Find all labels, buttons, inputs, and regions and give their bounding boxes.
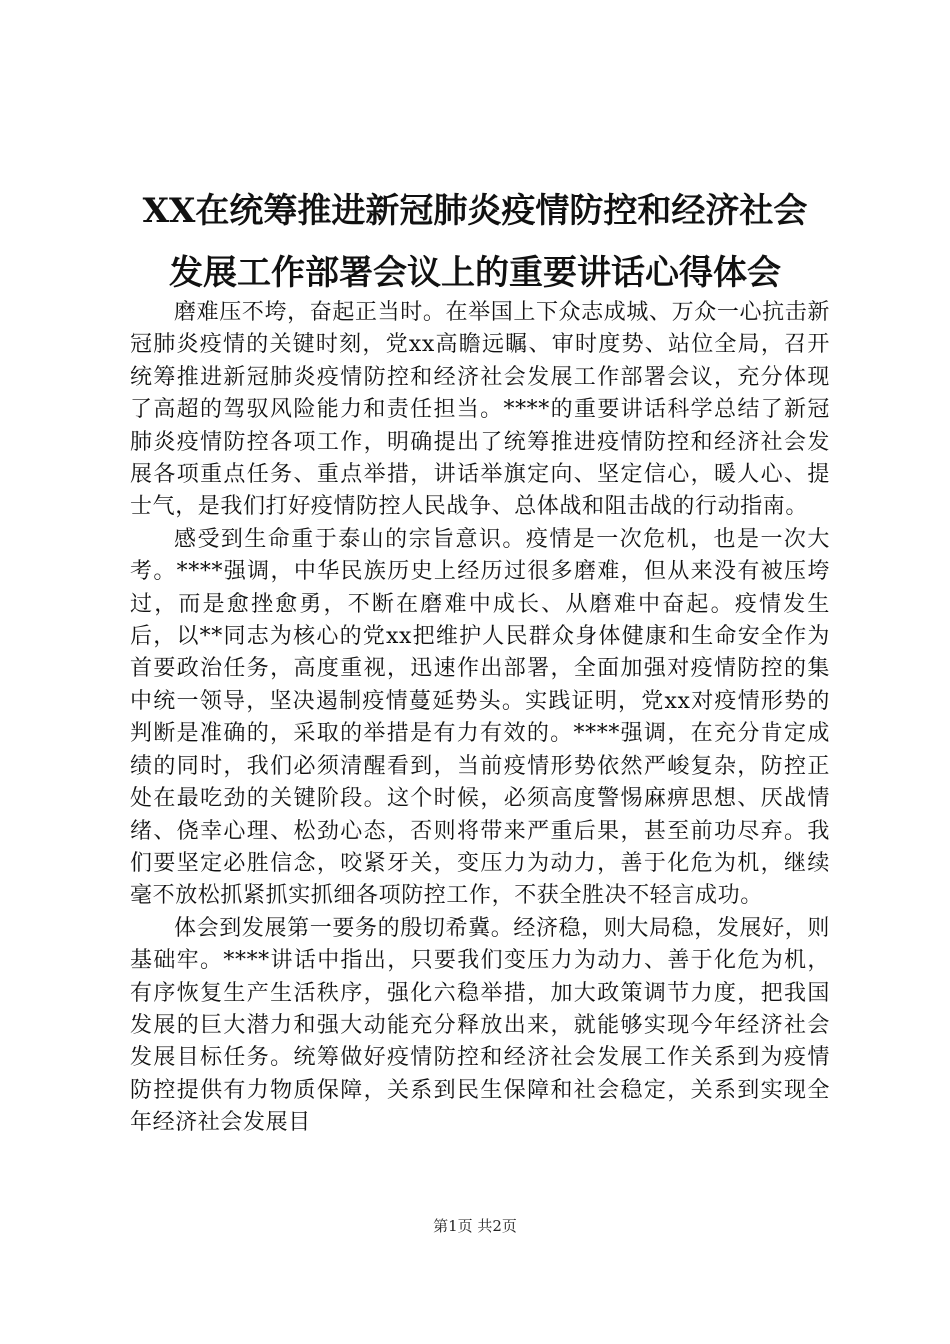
paragraph-development: 体会到发展第一要务的殷切希冀。经济稳，则大局稳，发展好，则基础牢。****讲话中指出，只要我们变压力为动力、善于化危为机，有序恢复生产生活秩序，强化六稳举措，加大政策调节力度，把我国发展的巨大潜力和强大动能充分释放出来，就能够实现今年经济社会发展目标任务。统筹做好疫情防控和经济社会发展工作关系到为疫情防控提供有力物质保障，关系到民生保障和社会稳定，关系到实现全年经济社会发展目 — [130, 915, 830, 1136]
page-number-footer: 第1页 共2页 — [433, 1217, 517, 1235]
paragraph-intro: 磨难压不垮，奋起正当时。在举国上下众志成城、万众一心抗击新冠肺炎疫情的关键时刻，党xx高瞻远瞩、审时度势、站位全局，召开统筹推进新冠肺炎疫情防控和经济社会发展工作部署会议，充分体现了高超的驾驭风险能力和责任担当。****的重要讲话科学总结了新冠肺炎疫情防控各项工作，明确提出了统筹推进疫情防控和经济社会发展各项重点任务、重点举措，讲话举旗定向、坚定信心，暖人心、提士气，是我们打好疫情防控人民战争、总体战和阻击战的行动指南。 — [130, 300, 830, 520]
document-body — [130, 297, 830, 1140]
paragraph-life-first: 感受到生命重于泰山的宗旨意识。疫情是一次危机，也是一次大考。****强调，中华民族历史上经历过很多磨难，但从来没有被压垮过，而是愈挫愈勇，不断在磨难中成长、从磨难中奋起。疫情发生后，以**同志为核心的党xx把维护人民群众身体健康和生命安全作为首要政治任务，高度重视，迅速作出部署，全面加强对疫情防控的集中统一领导，坚决遏制疫情蔓延势头。实践证明，党xx对疫情形势的判断是准确的，采取的举措是有力有效的。****强调，在充分肯定成绩的同时，我们必须清醒看到，当前疫情形势依然严峻复杂，防控正处在最吃劲的关键阶段。这个时候，必须高度警惕麻痹思想、厌战情绪、侥幸心理、松劲心态，否则将带来严重后果，甚至前功尽弃。我们要坚定必胜信念，咬紧牙关，变压力为动力，善于化危为机，继续毫不放松抓紧抓实抓细各项防控工作，不获全胜决不轻言成功。 — [130, 526, 830, 909]
document-title — [120, 180, 830, 304]
title-line-1: XX在统筹推进新冠肺炎疫情防控和经济社会 — [142, 191, 808, 231]
title-line-2: 发展工作部署会议上的重要讲话心得体会 — [169, 253, 781, 293]
